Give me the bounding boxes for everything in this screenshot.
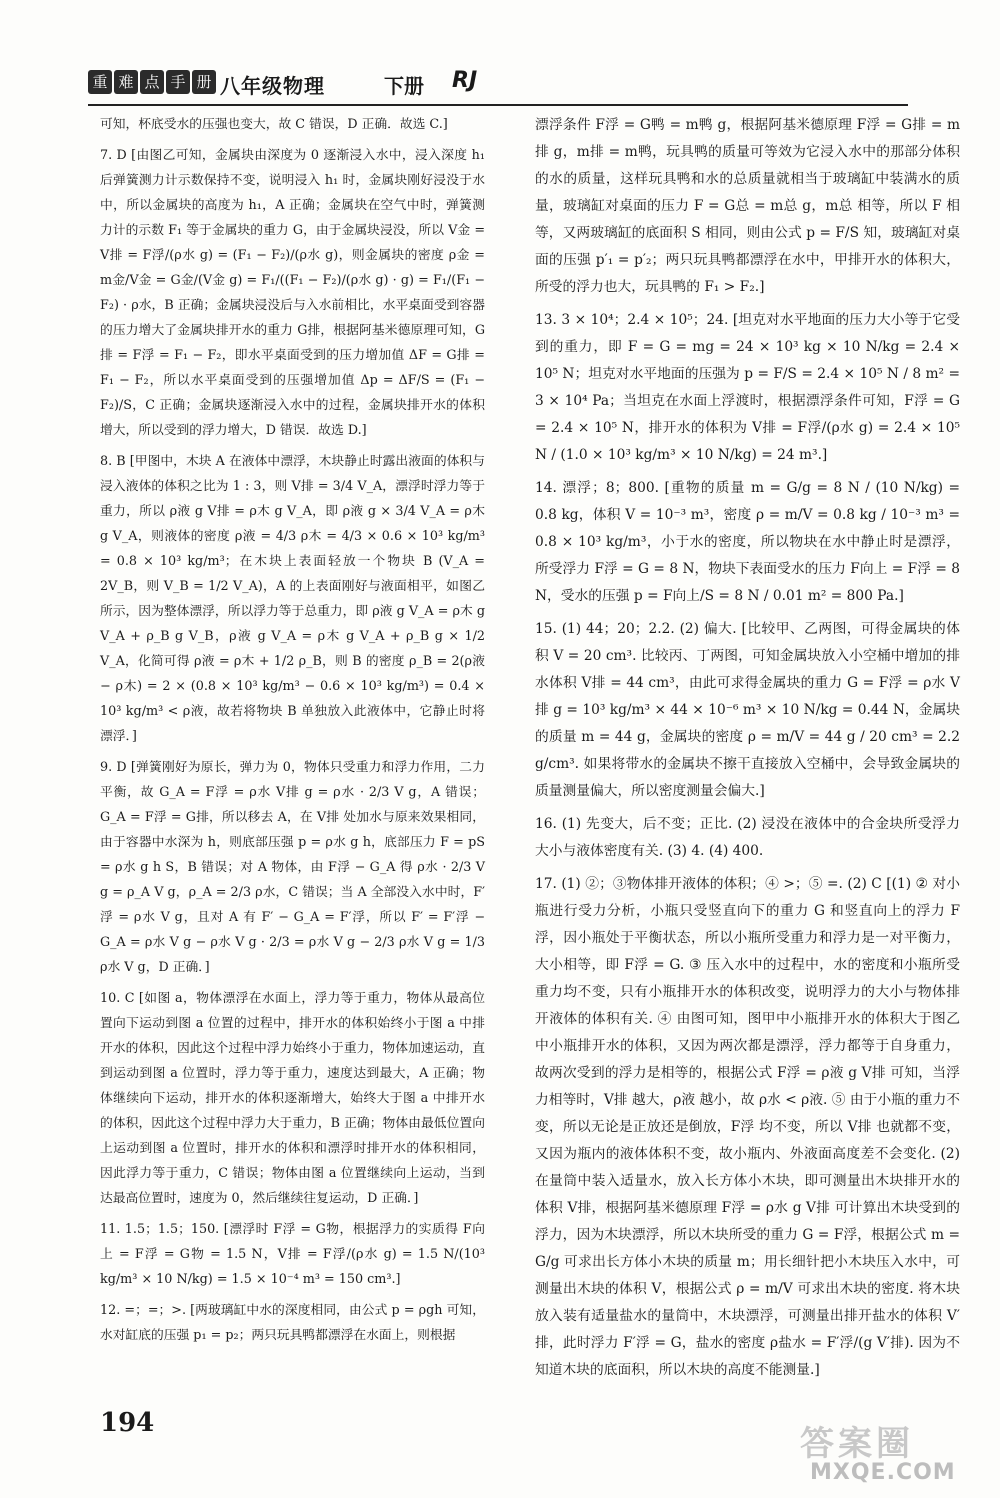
logo-char: 手 [166, 70, 190, 94]
answer-paragraph: 8. B [甲图中，木块 A 在液体中漂浮，木块静止时露出液面的体积与浸入液体的体积之比为 1 : 3，则 V排 = 3/4 V_A，漂浮时浮力等于重力，所以 ρ液 g V排 = ρ木 g V_A，即 ρ液 g × 3/4 V_A = ρ木 g V_A，则液体的密度 ρ液 = 4/3 ρ木 = 4/3 × 0.6 × 10³ kg/m³ = 0.8 × 10³ kg/m³；在木块上表面轻放一个物块 B (V_A = 2V_B，则 V_B = 1/2 V_A)，A 的上表面刚好与液面相平，如图乙所示，因为整体漂浮，所以浮力等于总重力，即 ρ液 g V_A = ρ木 g V_A + ρ_B g V_B，ρ液 g V_A = ρ木 g V_A + ρ_B g × 1/2 V_A，化简可得 ρ液 = ρ木 + 1/2 ρ_B，则 B 的密度 ρ_B = 2(ρ液 − ρ木) = 2 × (0.8 × 10³ kg/m³ − 0.6 × 10³ kg/m³) = 0.4 × 10³ kg/m³ < ρ液，故若将物块 B 单独放入此液体中，它静止时将漂浮．] [100, 454, 485, 744]
watermark-text: 答案圈 [800, 1424, 914, 1464]
page-number: 194 [100, 1408, 155, 1438]
answer-paragraph: 15. (1) 44；20；2.2. (2) 偏大. [比较甲、乙两图，可得金属块的体积 V = 20 cm³. 比较丙、丁两图，可知金属块放入小空桶中增加的排水体积 V排 = 44 cm³，由此可求得金属块的重力 G = F浮 = ρ水 V排 g = 10³ kg/m³ × 44 × 10⁻⁶ m³ × 10 N/kg = 0.44 N，金属块的质量 m = 44 g，金属块的密度 ρ = m/V = 44 g / 20 cm³ = 2.2 g/cm³. 如果将带水的金属块不擦干直接放入空桶中，会导致金属块的质量测量偏大，所以密度测量会偏大.] [535, 621, 960, 799]
page-header [88, 68, 908, 106]
logo-char: 重 [88, 70, 112, 94]
answer-paragraph: 可知，杯底受水的压强也变大，故 C 错误，D 正确．故选 C.] [100, 117, 448, 132]
series-logo [88, 70, 218, 94]
logo-char: 难 [114, 70, 138, 94]
watermark-logo [800, 1410, 990, 1490]
answer-paragraph: 11. 1.5；1.5；150. [漂浮时 F浮 = G物，根据浮力的实质得 F向上 = F浮 = G物 = 1.5 N，V排 = F浮/(ρ水 g) = 1.5 N/(10³ kg/m³ × 10 N/kg) = 1.5 × 10⁻⁴ m³ = 150 cm³.] [100, 1222, 485, 1287]
answer-paragraph: 7. D [由图乙可知，金属块由深度为 0 逐渐浸入水中，浸入深度 h₁ 后弹簧测力计示数保持不变，说明浸入 h₁ 时，金属块刚好浸没于水中，所以金属块的高度为 h₁，A 正确；金属块在空气中时，弹簧测力计的示数 F₁ 等于金属块的重力 G，由于金属块浸没，所以 V金 = V排 = F浮/(ρ水 g) = (F₁ − F₂)/(ρ水 g)，则金属块的密度 ρ金 = m金/V金 = G金/(V金 g) = F₁/((F₁ − F₂)/(ρ水 g) · g) = F₁/(F₁ − F₂) · ρ水，B 正确；金属块浸没后与入水前相比，水平桌面受到容器的压力增大了金属块排开水的重力 G排，根据阿基米德原理可知，G排 = F浮 = F₁ − F₂，即水平桌面受到的压力增加值 ΔF = G排 = F₁ − F₂，所以水平桌面受到的压强增加值 Δp = ΔF/S = (F₁ − F₂)/S，C 正确；金属块逐渐浸入水中的过程，金属块排开水的体积增大，所以受到的浮力增大，D 错误．故选 D.] [100, 148, 485, 438]
book-edition: RJ [452, 68, 478, 93]
book-title: 八年级物理 [220, 74, 325, 98]
answer-paragraph: 14. 漂浮；8；800. [重物的质量 m = G/g = 8 N / (10 N/kg) = 0.8 kg，体积 V = 10⁻³ m³，密度 ρ = m/V = 0.8 kg / 10⁻³ m³ = 0.8 × 10³ kg/m³，小于水的密度，所以物块在水中静止时是漂浮，所受浮力 F浮 = G = 8 N，物块下表面受水的压力 F向上 = F浮 = 8 N，受水的压强 p = F向上/S = 8 N / 0.01 m² = 800 Pa.] [535, 480, 960, 604]
book-volume: 下册 [384, 74, 424, 98]
answer-paragraph: 9. D [弹簧刚好为原长，弹力为 0，物体只受重力和浮力作用，二力平衡，故 G_A = F浮 = ρ水 V排 g = ρ水 · 2/3 V g，A 错误；G_A = F浮 = G排，所以移去 A，在 V排 处加水与原来效果相同，由于容器中水深为 h，则底部压强 p = ρ水 g h，底部压力 F = pS = ρ水 g h S，B 错误；对 A 物体，由 F浮 − G_A 得 ρ水 · 2/3 V g = ρ_A V g，ρ_A = 2/3 ρ水，C 错误；当 A 全部没入水中时，F′浮 = ρ水 V g，且对 A 有 F′ − G_A = F′浮，所以 F′ = F′浮 − G_A = ρ水 V g − ρ水 V g · 2/3 = ρ水 V g − 2/3 ρ水 V g = 1/3 ρ水 V g，D 正确．] [100, 760, 485, 975]
logo-char: 册 [192, 70, 216, 94]
answer-paragraph: 17. (1) ②；③物体排开液体的体积；④ >；⑤ =. (2) C [(1) ② 对小瓶进行受力分析，小瓶只受竖直向下的重力 G 和竖直向上的浮力 F浮，因小瓶处于平衡状态，所以小瓶所受重力和浮力是一对平衡力，大小相等，即 F浮 = G. ③ 压入水中的过程中，水的密度和小瓶所受重力均不变，只有小瓶排开水的体积改变，说明浮力的大小与物体排开液体的体积有关. ④ 由图可知，图甲中小瓶排开水的体积大于图乙中小瓶排开水的体积，又因为两次都是漂浮，浮力都等于自身重力，故两次受到的浮力是相等的，根据公式 F浮 = ρ液 g V排 可知，当浮力相等时，V排 越大，ρ液 越小，故 ρ水 < ρ液. ⑤ 由于小瓶的重力不变，所以无论是正放还是倒放，F浮 均不变，所以 V排 也就都不变，又因为瓶内的液体体积不变，故小瓶内、外液面高度差不会变化. (2) 在量筒中装入适量水，放入长方体小木块，即可测量出木块排开水的体积 V排，根据阿基米德原理 F浮 = ρ水 g V排 可计算出木块受到的浮力，因为木块漂浮，所以木块所受的重力 G = F浮，根据公式 m = G/g 可求出长方体小木块的质量 m；用长细针把小木块压入水中，可测量出木块的体积 V，根据公式 ρ = m/V 可求出木块的密度. 将木块放入装有适量盐水的量筒中，木块漂浮，可测量出排开盐水的体积 V′排，此时浮力 F′浮 = G，盐水的密度 ρ盐水 = F′浮/(g V′排). 因为不知道木块的底面积，所以木块的高度不能测量.] [535, 876, 960, 1378]
logo-char: 点 [140, 70, 164, 94]
watermark-url: MXQE.COM [810, 1460, 956, 1485]
answer-paragraph: 12. =；=；>. [两玻璃缸中水的深度相同，由公式 p = ρgh 可知，水对缸底的压强 p₁ = p₂；两只玩具鸭都漂浮在水面上，则根据 [100, 1303, 485, 1343]
answer-paragraph: 13. 3 × 10⁴；2.4 × 10⁵；24. [坦克对水平地面的压力大小等于它受到的重力，即 F = G = mg = 24 × 10³ kg × 10 N/kg = 2.4 × 10⁵ N；坦克对水平地面的压强为 p = F/S = 2.4 × 10⁵ N / 8 m² = 3 × 10⁴ Pa；当坦克在水面上浮渡时，根据漂浮条件可知，F浮 = G = 2.4 × 10⁵ N，排开水的体积为 V排 = F浮/(ρ水 g) = 2.4 × 10⁵ N / (1.0 × 10³ kg/m³ × 10 N/kg) = 24 m³.] [535, 312, 960, 463]
answer-paragraph: 10. C [如图 a，物体漂浮在水面上，浮力等于重力，物体从最高位置向下运动到图 a 位置的过程中，排开水的体积始终小于图 a 中排开水的体积，因此这个过程中浮力始终小于重力，物体加速运动，直到运动到图 a 位置时，浮力等于重力，速度达到最大，A 正确；物体继续向下运动，排开水的体积逐渐增大，始终大于图 a 中排开水的体积，因此这个过程中浮力大于重力，B 正确；物体由最低位置向上运动到图 a 位置时，排开水的体积和漂浮时排开水的体积相同，因此浮力等于重力，C 错误；物体由图 a 位置继续向上运动，当到达最高位置时，速度为 0，然后继续往复运动，D 正确．] [100, 991, 485, 1206]
answer-paragraph: 16. (1) 先变大，后不变；正比. (2) 浸没在液体中的合金块所受浮力大小与液体密度有关. (3) 4. (4) 400. [535, 816, 960, 859]
left-column [100, 112, 485, 1354]
right-column [535, 112, 960, 1390]
answer-paragraph: 漂浮条件 F浮 = G鸭 = m鸭 g，根据阿基米德原理 F浮 = G排 = m排 g，m排 = m鸭，玩具鸭的质量可等效为它浸入水中的那部分体积的水的质量，这样玩具鸭和水的总质量就相当于玻璃缸中装满水的质量，玻璃缸对桌面的压力 F = G总 = m总 g，m总 相等，所以 F 相等，又两玻璃缸的底面积 S 相同，则由公式 p = F/S 知，玻璃缸对桌面的压强 p′₁ = p′₂；两只玩具鸭都漂浮在水中，甲排开水的体积大，所受的浮力也大，玩具鸭的 F₁ > F₂.] [535, 117, 960, 295]
